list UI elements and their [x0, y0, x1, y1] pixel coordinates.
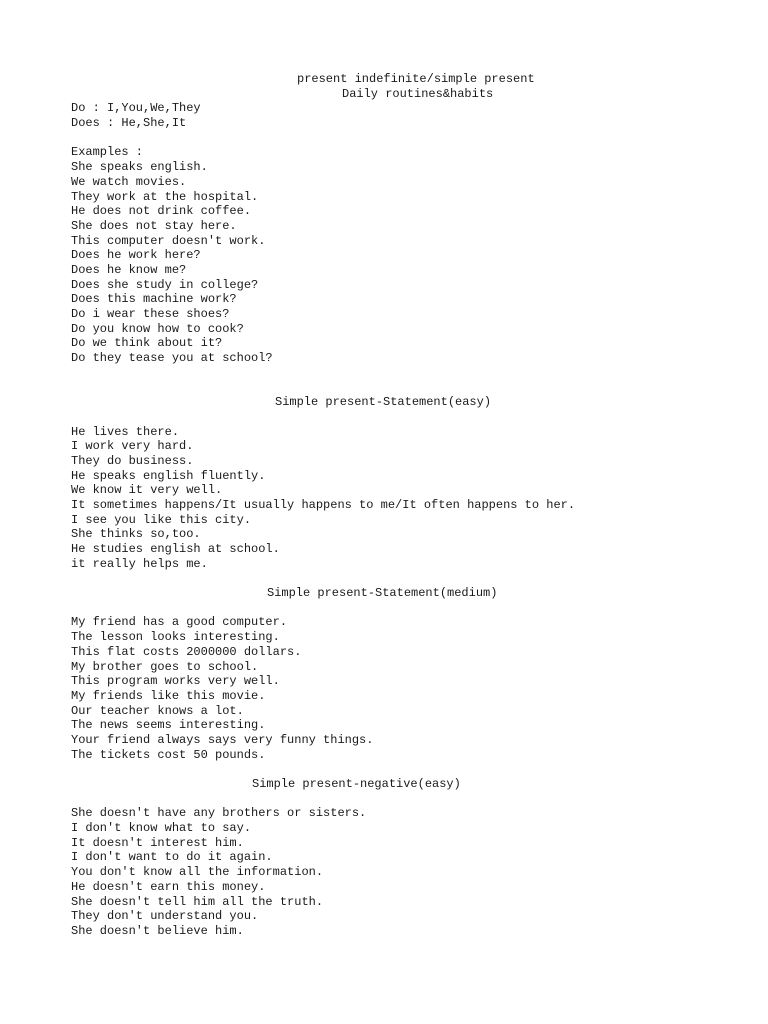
example-line: Does this machine work? — [71, 292, 237, 307]
section-heading-negative-easy: Simple present-negative(easy) — [252, 777, 461, 791]
statement-easy-line: I work very hard. — [71, 439, 194, 454]
negative-easy-line: I don't know what to say. — [71, 821, 252, 836]
statement-easy-line: I see you like this city. — [71, 512, 252, 527]
negative-easy-line: He doesn't earn this money. — [71, 879, 266, 894]
statement-medium-line: Our teacher knows a lot. — [71, 703, 244, 718]
statement-medium-line: My brother goes to school. — [71, 659, 259, 674]
spacer — [71, 131, 711, 146]
negative-easy-line: She doesn't have any brothers or sisters. — [71, 806, 367, 821]
statement-easy-line: We know it very well. — [71, 483, 223, 498]
document-page — [71, 72, 711, 939]
statement-easy-line: He speaks english fluently. — [71, 468, 266, 483]
does-pronouns-line: Does : He,She,It — [71, 116, 187, 131]
do-pronouns-line: Do : I,You,We,They — [71, 101, 201, 116]
example-line: They work at the hospital. — [71, 189, 259, 204]
example-line: This computer doesn't work. — [71, 233, 266, 248]
negative-easy-line: It doesn't interest him. — [71, 835, 244, 850]
document-subtitle: Daily routines&habits — [342, 86, 494, 101]
statement-medium-line: My friend has a good computer. — [71, 615, 288, 630]
statement-medium-line: The tickets cost 50 pounds. — [71, 747, 266, 762]
statement-easy-line: It sometimes happens/It usually happens to me/It often happens to her. — [71, 497, 576, 512]
example-line: Do i wear these shoes? — [71, 307, 230, 321]
example-line: She does not stay here. — [71, 218, 237, 233]
example-line: We watch movies. — [71, 174, 187, 189]
negative-easy-line: They don't understand you. — [71, 909, 259, 924]
example-line: She speaks english. — [71, 160, 208, 175]
statement-easy-line: it really helps me. — [71, 556, 208, 571]
examples-heading: Examples : — [71, 145, 144, 160]
section-heading-statement-easy: Simple present-Statement(easy) — [275, 395, 492, 410]
example-line: Does he work here? — [71, 248, 201, 263]
statement-medium-line: The lesson looks interesting. — [71, 630, 280, 645]
statement-medium-line: The news seems interesting. — [71, 718, 266, 733]
document-title: present indefinite/simple present — [297, 72, 535, 86]
statement-easy-line: He studies english at school. — [71, 542, 280, 556]
spacer — [71, 762, 711, 777]
spacer — [71, 571, 711, 586]
spacer — [71, 410, 711, 425]
spacer — [71, 601, 711, 616]
example-line: Do you know how to cook? — [71, 321, 244, 336]
spacer — [71, 792, 711, 807]
negative-easy-line: She doesn't tell him all the truth. — [71, 894, 324, 909]
statement-medium-line: My friends like this movie. — [71, 688, 266, 703]
negative-easy-line: She doesn't believe him. — [71, 923, 244, 938]
statement-medium-line: Your friend always says very funny things. — [71, 732, 374, 747]
statement-easy-line: He lives there. — [71, 424, 180, 439]
negative-easy-line: I don't want to do it again. — [71, 850, 273, 865]
spacer — [71, 366, 711, 381]
example-line: Do we think about it? — [71, 336, 223, 351]
statement-easy-line: She thinks so,too. — [71, 527, 201, 542]
example-line: Do they tease you at school? — [71, 351, 273, 366]
example-line: Does she study in college? — [71, 277, 259, 292]
section-heading-statement-medium: Simple present-Statement(medium) — [267, 586, 498, 601]
statement-medium-line: This flat costs 2000000 dollars. — [71, 644, 302, 659]
statement-medium-line: This program works very well. — [71, 674, 280, 689]
example-line: Does he know me? — [71, 262, 187, 277]
statement-easy-line: They do business. — [71, 453, 194, 468]
negative-easy-line: You don't know all the information. — [71, 865, 324, 880]
example-line: He does not drink coffee. — [71, 204, 252, 219]
spacer — [71, 380, 711, 395]
